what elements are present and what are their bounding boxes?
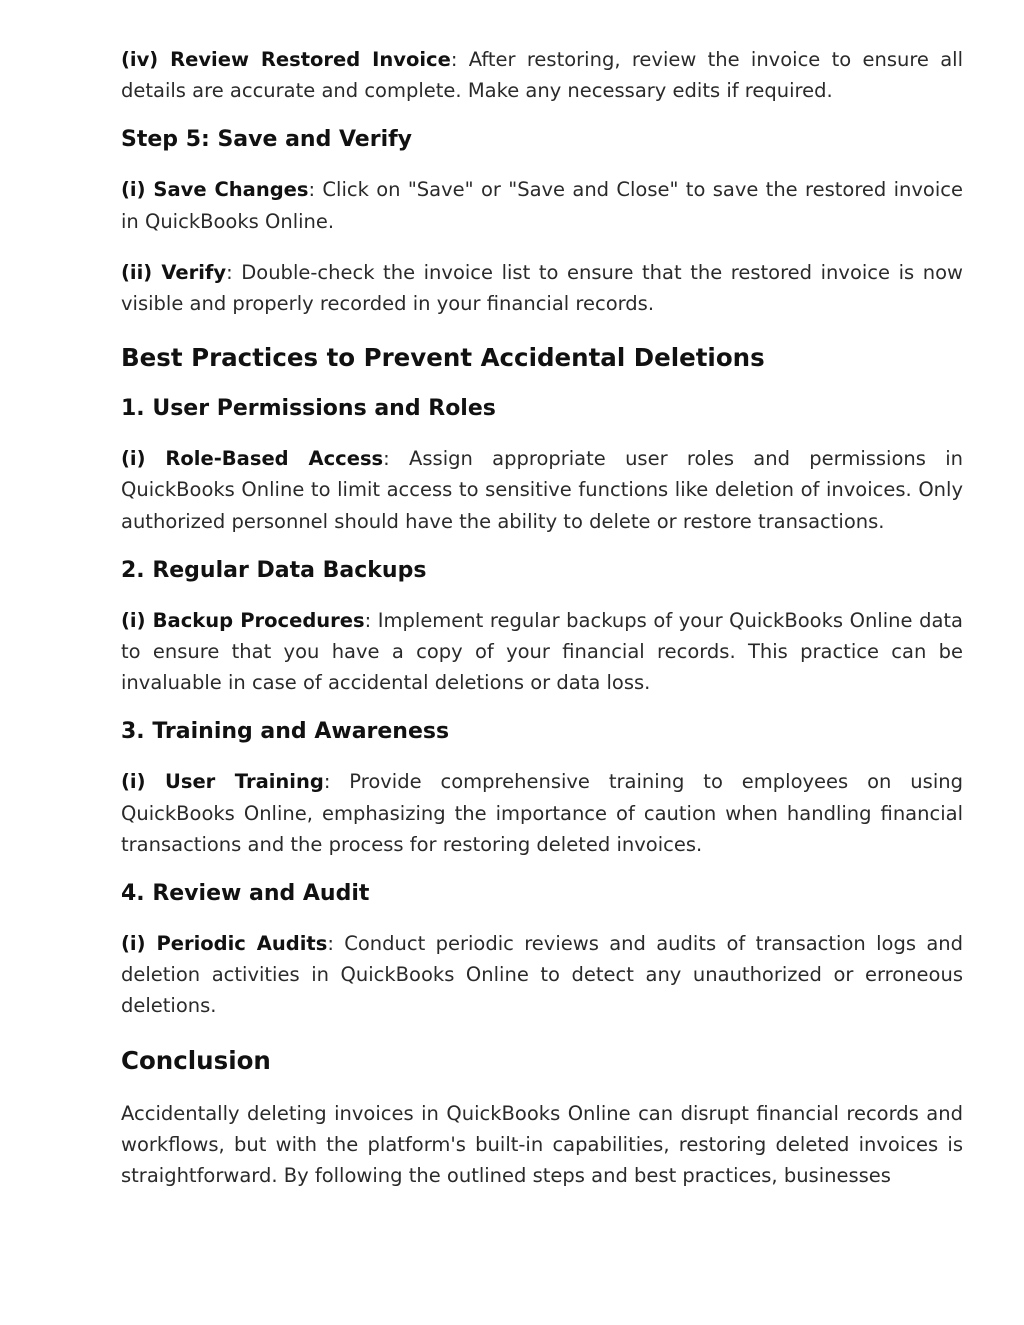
paragraph-text: : Implement regular backups of your QuickBooks Online data to ensure that you have a copy of your financial records. This practice can be invaluable in case of accidental deletions or data loss. — [121, 608, 963, 695]
heading-conclusion: Conclusion — [121, 1045, 271, 1075]
paragraph-conclusion: Accidentally deleting invoices in QuickBooks Online can disrupt financial records and workflows, but with the platform's built-in capabilities, restoring deleted invoices is straightforward. By following the outlined steps and best practices, businesses — [121, 1101, 963, 1188]
paragraph-text: : Provide comprehensive training to employees on using QuickBooks Online, emphasizing the importance of caution when handling financial transactions and the process for restoring deleted invoices. — [121, 770, 963, 856]
paragraph-text: : Conduct periodic reviews and audits of transaction logs and deletion activities in QuickBooks Online to detect any unauthorized or erroneous deletions. — [121, 932, 964, 1018]
paragraph-user-training — [121, 766, 963, 860]
heading-best-practices: Best Practices to Prevent Accidental Deletions — [121, 343, 765, 373]
paragraph-text: : After restoring, review the invoice to ensure all details are accurate and complete. Make any necessary edits if required. — [121, 48, 963, 103]
paragraph-save-changes — [121, 174, 963, 236]
paragraph-role-based-access — [121, 443, 963, 537]
heading-user-permissions: 1. User Permissions and Roles — [121, 396, 496, 422]
paragraph-periodic-audits — [121, 928, 963, 1022]
term-label: (i) User Training — [121, 770, 324, 794]
term-label: (i) Periodic Audits — [121, 932, 328, 956]
heading-data-backups: 2. Regular Data Backups — [121, 557, 427, 583]
term-label: (i) Backup Procedures — [121, 608, 365, 632]
term-label: (i) Save Changes — [121, 178, 309, 202]
document-page — [121, 44, 963, 1211]
heading-step-5: Step 5: Save and Verify — [121, 127, 413, 153]
term-label: (i) Role-Based Access — [121, 447, 384, 471]
term-label: (ii) Verify — [121, 260, 227, 284]
paragraph-text: : Click on "Save" or "Save and Close" to save the restored invoice in QuickBooks Online. — [121, 178, 964, 233]
paragraph-text: : Assign appropriate user roles and permissions in QuickBooks Online to limit access to sensitive functions like deletion of invoices. Only authorized personnel should have the ability to delete or restore transactions. — [121, 447, 964, 533]
term-label: (iv) Review Restored Invoice — [121, 48, 451, 71]
heading-training-awareness: 3. Training and Awareness — [121, 719, 450, 745]
heading-review-audit: 4. Review and Audit — [121, 881, 370, 907]
paragraph-review-restored-invoice — [121, 44, 963, 106]
paragraph-backup-procedures — [121, 605, 963, 699]
paragraph-text: : Double-check the invoice list to ensure that the restored invoice is now visible and properly recorded in your financial records. — [121, 260, 963, 316]
paragraph-verify — [121, 257, 963, 319]
